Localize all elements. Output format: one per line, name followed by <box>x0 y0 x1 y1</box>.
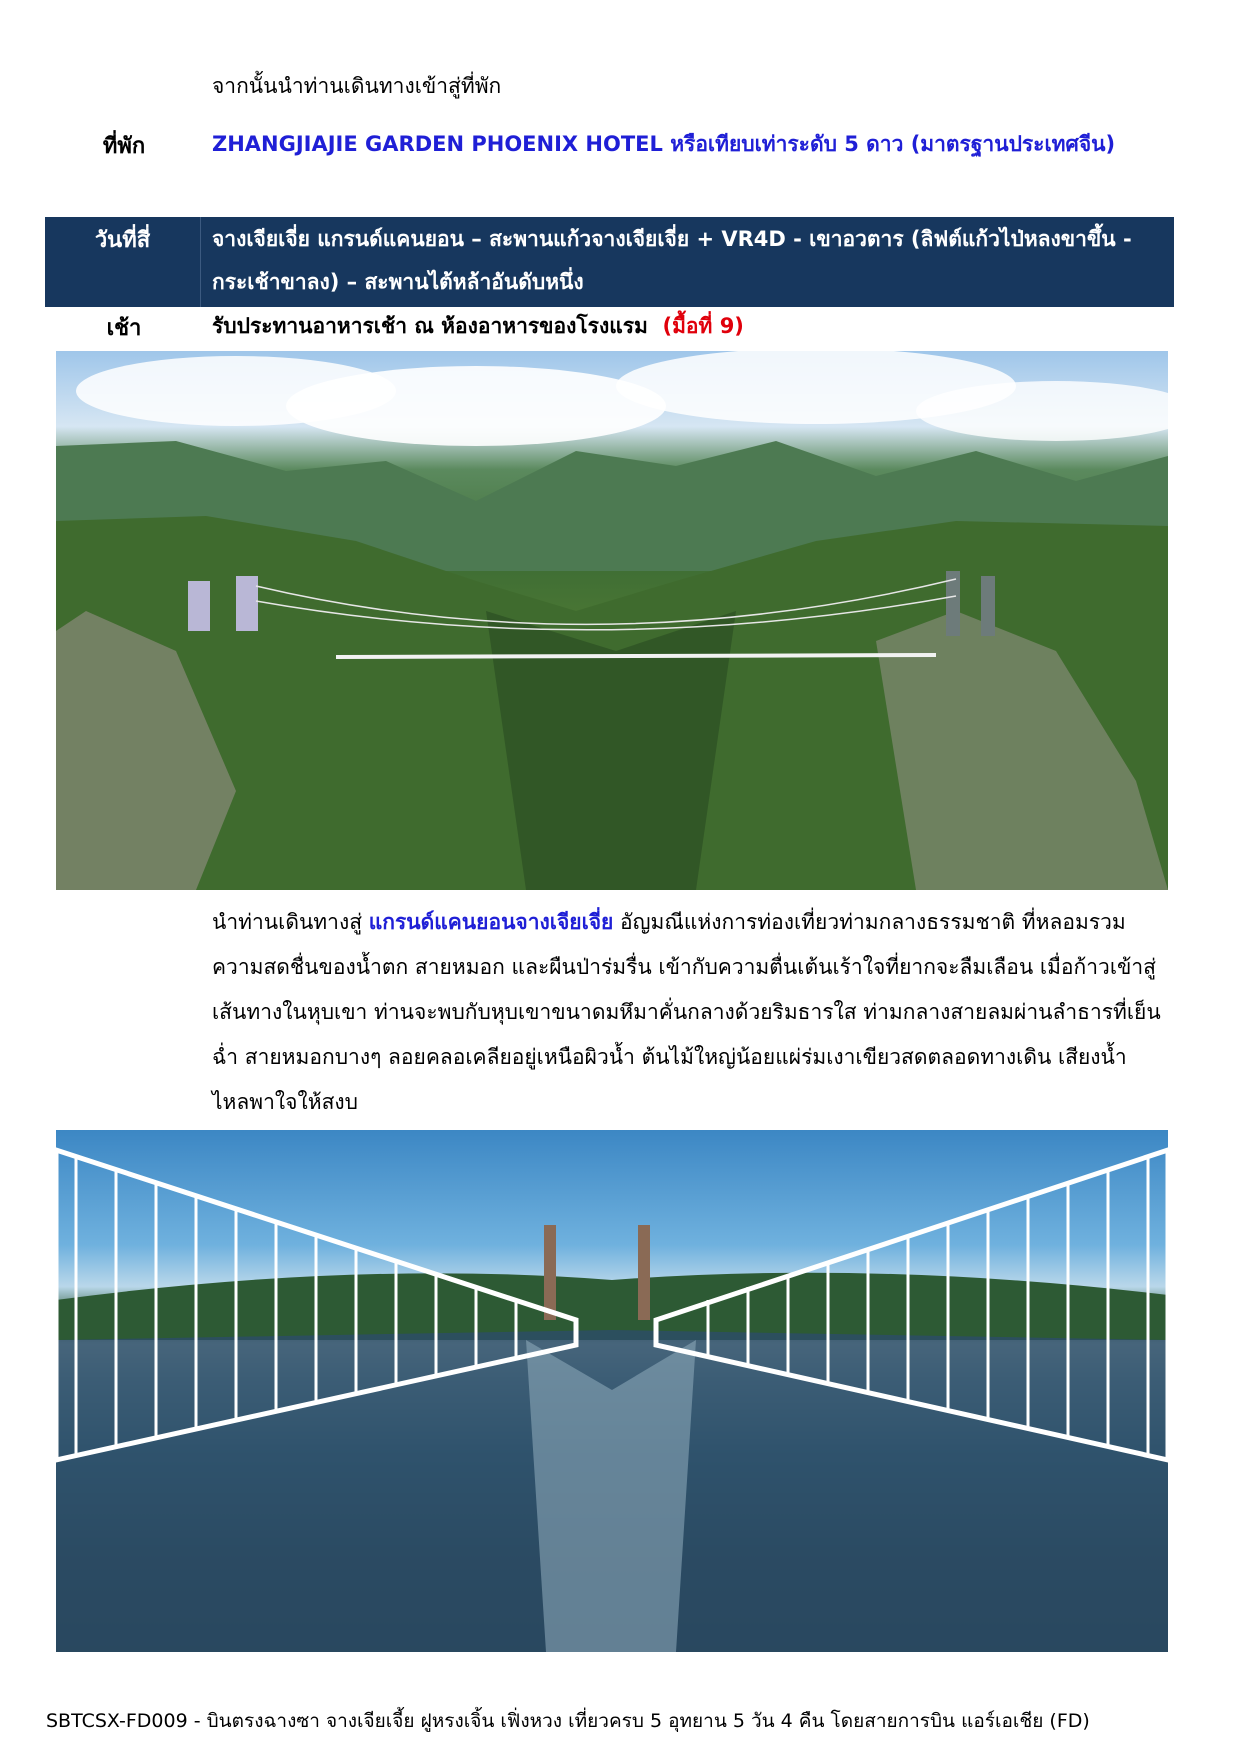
description-rest: อัญมณีแห่งการท่องเที่ยวท่ามกลางธรรมชาติ ที่หลอมรวมความสดชื่นของน้ำตก สายหมอก และผืนป่าร่มรื่น เข้ากับความตื่นเต้นเร้าใจที่ยากจะลืมเลือน เมื่อก้าวเข้าสู่เส้นทางในหุบเขา ท่านจะพบกับหุบเขาขนาดมหึมาคั่นกลางด้วยริมธารใส ท่ามกลางสายลมผ่านลำธารที่เย็นฉ่ำ สายหมอกบางๆ ลอยคลอเคลียอยู่เหนือผิวน้ำ ต้นไม้ใหญ่น้อยแผ่ร่มเงาเขียวสดตลอดทางเดิน เสียงน้ำไหลพาใจให้สงบ <box>212 910 1161 1114</box>
intro-text: จากนั้นนำท่านเดินทางเข้าสู่ที่พัก <box>212 74 502 98</box>
meal-number: (มื้อที่ 9) <box>662 314 744 338</box>
meal-text <box>212 310 744 343</box>
meal-description: รับประทานอาหารเช้า ณ ห้องอาหารของโรงแรม <box>212 314 648 338</box>
description-prefix: นำท่านเดินทางสู่ <box>212 910 369 934</box>
meal-label: เช้า <box>106 316 142 341</box>
day-label: วันที่สี่ <box>94 228 151 253</box>
day-banner-divider <box>200 217 201 307</box>
page-footer: SBTCSX-FD009 - บินตรงฉางซา จางเจียเจี้ย ฝูหรงเจิ้น เฟิ่งหวง เที่ยวครบ 5 อุทยาน 5 วัน 4 คืน โดยสายการบิน แอร์เอเชีย (FD) <box>46 1710 1090 1732</box>
glass-bridge-photo <box>56 1130 1168 1652</box>
hotel-label: ที่พัก <box>102 134 146 159</box>
description-highlight: แกรนด์แคนยอนจางเจียเจี่ย <box>368 910 614 934</box>
day-title: จางเจียเจี่ย แกรนด์แคนยอน – สะพานแก้วจางเจียเจี่ย + VR4D - เขาอวตาร (ลิฟต์แก้วไป่หลงขาขึ้น - กระเช้าขาลง) – สะพานไต้หล้าอันดับหนึ่ง <box>212 227 1132 294</box>
glass-bridge-illustration <box>56 1130 1168 1652</box>
canyon-illustration <box>56 351 1168 890</box>
canyon-photo <box>56 351 1168 890</box>
hotel-name: ZHANGJIAJIE GARDEN PHOENIX HOTEL หรือเทียบเท่าระดับ 5 ดาว (มาตรฐานประเทศจีน) <box>212 132 1116 156</box>
description-paragraph <box>212 900 1162 1125</box>
